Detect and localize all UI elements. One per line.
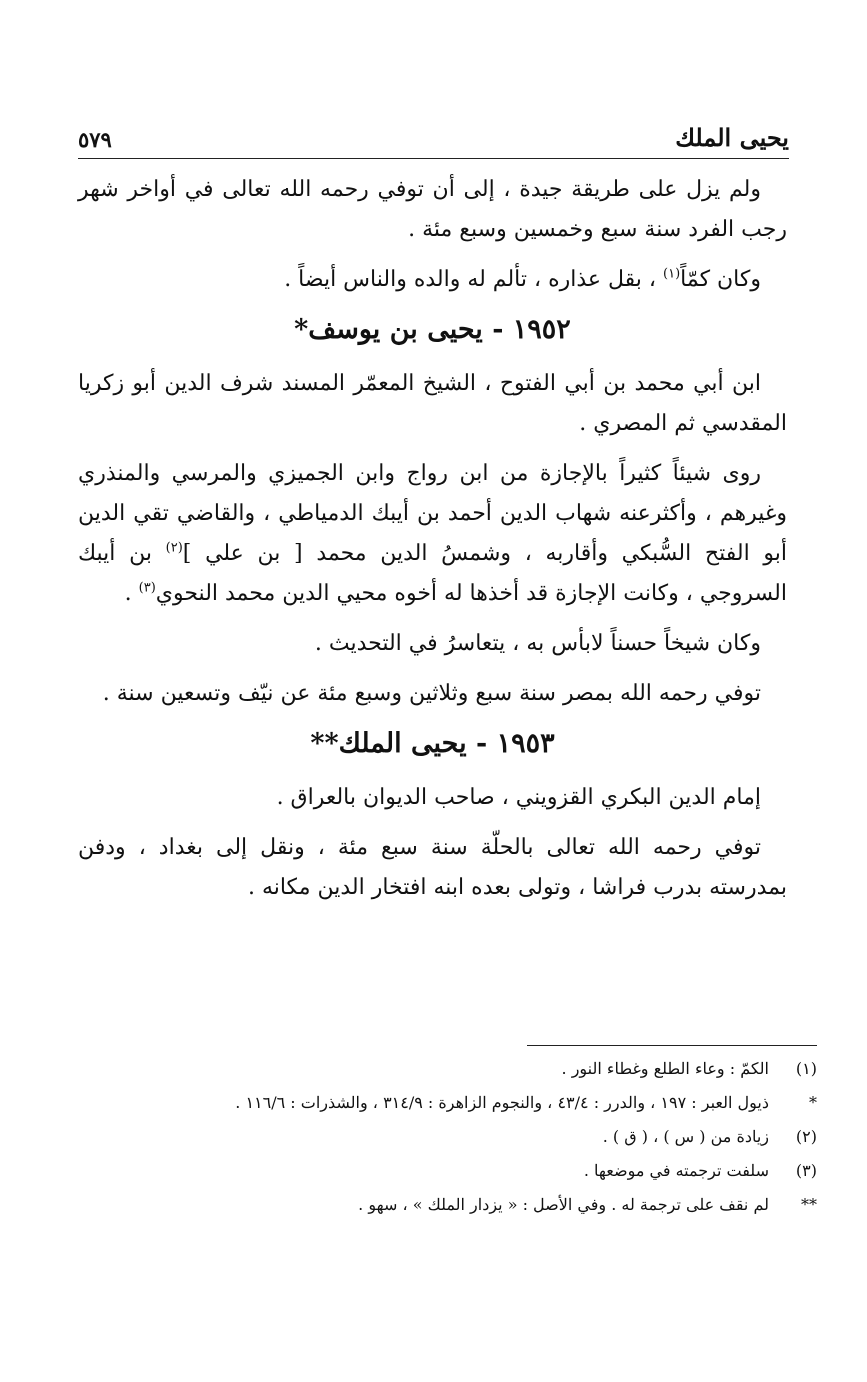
footnote-text: ذيول العبر : ١٩٧ ، والدرر : ٤٣/٤ ، والنجوم الزاهرة : ٣١٤/٩ ، والشذرات : ١١٦/٦ .	[235, 1093, 769, 1112]
footnote-text: الكمّ : وعاء الطلع وغطاء النور .	[561, 1059, 769, 1078]
footnote-marker: *	[809, 1093, 817, 1112]
entry-heading: ١٩٥٢ - يحيى بن يوسف*	[294, 314, 571, 345]
running-title: يحيى الملك	[675, 123, 789, 152]
footnote	[78, 1188, 817, 1222]
running-header	[78, 118, 789, 159]
paragraph-text: ولم يزل على طريقة جيدة ، إلى أن توفي رحمه الله تعالى في أواخر شهر رجب الفرد سنة سبع وخمسين وسبع مئة .	[78, 177, 787, 242]
footnote-marker: (٢)	[795, 1127, 817, 1146]
paragraph-text: توفي رحمه الله تعالى بالحلّة سنة سبع مئة ، ونقل إلى بغداد ، ودفن بمدرسته بدرب فراشا ، وتولى بعده ابنه افتخار الدين مكانه .	[78, 835, 787, 900]
page-number: ٥٧٩	[78, 127, 112, 152]
footnote-divider	[527, 1045, 817, 1046]
footnote-ref: (١)	[663, 266, 681, 282]
footnote	[78, 1120, 817, 1154]
paragraph-text: ابن أبي محمد بن أبي الفتوح ، الشيخ المعمّر المسند شرف الدين أبو زكريا المقدسي ثم المصري .	[78, 371, 787, 436]
paragraph	[78, 260, 787, 300]
footnote-text: سلفت ترجمته في موضعها .	[583, 1161, 769, 1180]
paragraph	[78, 364, 787, 444]
paragraph	[78, 674, 787, 714]
footnotes	[78, 1045, 817, 1222]
entry-heading: ١٩٥٣ - يحيى الملك**	[310, 728, 555, 759]
footnote-marker: (١)	[795, 1059, 817, 1078]
paragraph-text: بن أيبك السروجي ، وكانت الإجازة قد أخذها له أخوه محيي الدين محمد النحوي	[78, 541, 787, 606]
paragraph	[78, 454, 787, 614]
footnote-ref: (٣)	[138, 580, 156, 596]
paragraph-text: وكان كمّاً	[680, 267, 761, 292]
footnote-ref: (٢)	[165, 540, 183, 556]
footnote-text: لم نقف على ترجمة له . وفي الأصل : « يزدار الملك » ، سهو .	[358, 1195, 769, 1214]
footnote	[78, 1154, 817, 1188]
paragraph	[78, 828, 787, 908]
paragraph-text: وكان شيخاً حسناً لابأس به ، يتعاسرُ في التحديث .	[314, 631, 761, 656]
footnote	[78, 1086, 817, 1120]
footnote-marker: **	[801, 1195, 817, 1214]
paragraph-text: إمام الدين البكري القزويني ، صاحب الديوان بالعراق .	[276, 785, 761, 810]
paragraph-text: ، بقل عذاره ، تألم له والده والناس أيضاً .	[284, 267, 663, 292]
paragraph	[78, 624, 787, 664]
footnote-marker: (٣)	[795, 1161, 817, 1180]
main-text	[78, 170, 787, 918]
paragraph	[78, 170, 787, 250]
footnote-text: زيادة من ( س ) ، ( ق ) .	[602, 1127, 769, 1146]
paragraph-text: .	[124, 581, 139, 606]
footnote	[78, 1052, 817, 1086]
paragraph-text: روى شيئاً كثيراً بالإجازة من ابن رواج وابن الجميزي والمرسي والمنذري وغيرهم ، وأكثرعنه شهاب الدين أحمد بن أيبك الدمياطي ، والقاضي تقي الدين أبو الفتح السُّبكي وأقاربه ، وشمسُ الدين محمد [ بن علي ]	[78, 461, 787, 566]
paragraph	[78, 778, 787, 818]
paragraph-text: توفي رحمه الله بمصر سنة سبع وثلاثين وسبع مئة عن نيّف وتسعين سنة .	[102, 681, 761, 706]
